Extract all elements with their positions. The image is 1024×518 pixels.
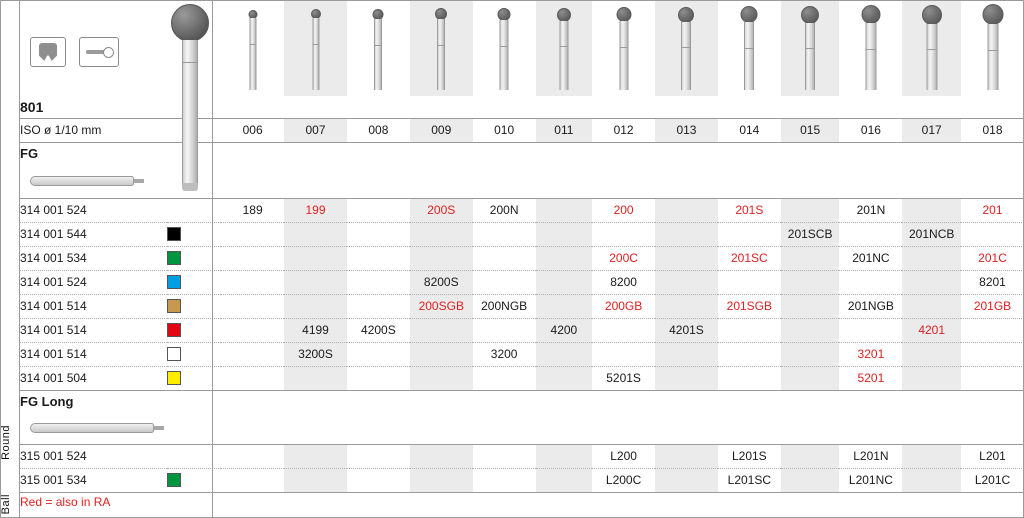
bur-illustration-018 bbox=[961, 0, 1024, 96]
cell-013: 4201S bbox=[655, 318, 718, 342]
fg-long-spacer bbox=[221, 390, 1024, 412]
color-swatch-cell bbox=[167, 222, 221, 246]
cell-008 bbox=[347, 366, 410, 390]
table-row bbox=[20, 246, 1024, 270]
iso-size-008: 008 bbox=[368, 123, 389, 137]
cell-014: L201SC bbox=[727, 473, 772, 487]
color-swatch bbox=[167, 299, 181, 313]
bur-illustration-012 bbox=[592, 0, 655, 96]
cell-015 bbox=[781, 198, 840, 222]
fg-long-glyph-row bbox=[20, 412, 1024, 444]
cell-011 bbox=[536, 198, 593, 222]
cell-008 bbox=[347, 270, 410, 294]
legend-note: Red = also in RA bbox=[20, 495, 111, 510]
cell-013 bbox=[655, 342, 718, 366]
cell-018 bbox=[961, 342, 1024, 366]
cell-012 bbox=[592, 342, 655, 366]
table-row bbox=[20, 270, 1024, 294]
cell-013 bbox=[655, 444, 718, 468]
cell-016: 201NGB bbox=[847, 299, 894, 313]
cell-012: 200C bbox=[609, 251, 638, 265]
cell-014 bbox=[718, 366, 781, 390]
cell-014 bbox=[718, 318, 781, 342]
cell-006 bbox=[221, 270, 284, 294]
cell-007 bbox=[284, 222, 347, 246]
fg-long-glyph-spacer bbox=[221, 412, 1024, 444]
cell-015 bbox=[781, 342, 840, 366]
bur-illustration-017 bbox=[902, 0, 961, 96]
cell-013 bbox=[655, 366, 718, 390]
cell-011 bbox=[536, 294, 593, 318]
fg-glyph-spacer bbox=[221, 164, 1024, 198]
cell-008 bbox=[347, 444, 410, 468]
column-divider bbox=[212, 0, 213, 518]
bur-illustration-015 bbox=[781, 0, 840, 96]
cell-015 bbox=[781, 444, 840, 468]
fg-long-handpiece-icon bbox=[30, 417, 160, 439]
cell-016: 5201 bbox=[857, 371, 885, 385]
cell-015 bbox=[781, 294, 840, 318]
cell-008 bbox=[347, 294, 410, 318]
iso-size-016: 016 bbox=[860, 123, 881, 137]
table-row bbox=[20, 342, 1024, 366]
cell-010 bbox=[473, 366, 536, 390]
cell-007 bbox=[284, 270, 347, 294]
fg-row-spacer bbox=[221, 142, 1024, 164]
cell-007: 4199 bbox=[284, 318, 347, 342]
cell-009: 8200S bbox=[410, 270, 473, 294]
color-swatch-cell bbox=[167, 246, 221, 270]
color-swatch bbox=[167, 323, 181, 337]
cell-014: 201SGB bbox=[726, 299, 773, 313]
ra-handpiece-glyph-cell bbox=[20, 512, 221, 518]
ref-number: 314 001 504 bbox=[20, 371, 87, 385]
ref-number: 314 001 514 bbox=[20, 347, 87, 361]
left-spine bbox=[0, 0, 20, 518]
ref-number: 314 001 524 bbox=[20, 203, 87, 217]
cell-007: 3200S bbox=[284, 342, 347, 366]
cell-007 bbox=[284, 468, 347, 492]
cell-010 bbox=[473, 246, 536, 270]
cell-018: 201C bbox=[978, 251, 1007, 265]
cell-011 bbox=[536, 444, 593, 468]
bur-speed-icon bbox=[79, 37, 119, 67]
color-swatch-cell bbox=[167, 444, 221, 468]
color-swatch bbox=[167, 275, 181, 289]
cell-017 bbox=[902, 444, 961, 468]
bur-illustration-009 bbox=[410, 0, 473, 96]
iso-size-013: 013 bbox=[655, 118, 718, 142]
ref-number: 315 001 524 bbox=[20, 449, 87, 463]
cell-018 bbox=[961, 318, 1024, 342]
cell-016 bbox=[839, 222, 902, 246]
color-swatch-cell bbox=[167, 318, 221, 342]
cell-016 bbox=[839, 270, 902, 294]
cell-014: 201S bbox=[735, 203, 764, 217]
tooth-icon bbox=[30, 37, 66, 67]
cell-011 bbox=[536, 246, 593, 270]
fg-label: FG bbox=[20, 145, 39, 161]
bur-illustration-007 bbox=[284, 0, 347, 96]
legend-glyph-row bbox=[20, 512, 1024, 518]
iso-size-011: 011 bbox=[536, 118, 593, 142]
cell-006 bbox=[221, 342, 284, 366]
color-swatch-cell bbox=[167, 342, 221, 366]
cell-018: L201C bbox=[974, 473, 1011, 487]
cell-010: 3200 bbox=[490, 347, 518, 361]
table-row bbox=[20, 468, 1024, 492]
fg-handpiece-icon bbox=[30, 170, 140, 192]
bur-illustration-013 bbox=[655, 0, 718, 96]
cell-018: 201 bbox=[982, 203, 1003, 217]
cell-013 bbox=[655, 294, 718, 318]
cell-018: L201 bbox=[979, 449, 1006, 463]
color-swatch bbox=[167, 227, 181, 241]
cell-014 bbox=[718, 342, 781, 366]
iso-label: ISO ø 1/10 mm bbox=[20, 123, 102, 137]
ref-number: 315 001 534 bbox=[20, 473, 87, 487]
iso-size-014: 014 bbox=[739, 123, 760, 137]
cell-016: 3201 bbox=[857, 347, 885, 361]
fg-long-handpiece-glyph-cell bbox=[20, 412, 221, 444]
cell-012 bbox=[592, 222, 655, 246]
code-row-spacer bbox=[221, 96, 1024, 118]
color-swatch bbox=[167, 251, 181, 265]
cell-015 bbox=[781, 246, 840, 270]
cell-012 bbox=[592, 318, 655, 342]
cell-011 bbox=[536, 342, 593, 366]
bur-illustration-010 bbox=[473, 0, 536, 96]
cell-009 bbox=[410, 366, 473, 390]
cell-013 bbox=[655, 270, 718, 294]
iso-size-007: 007 bbox=[284, 118, 347, 142]
cell-010 bbox=[473, 444, 536, 468]
cell-007 bbox=[284, 366, 347, 390]
bur-illustration-014 bbox=[718, 0, 781, 96]
cell-014: 201SC bbox=[730, 251, 768, 265]
cell-011 bbox=[536, 468, 593, 492]
color-swatch-cell bbox=[167, 468, 221, 492]
cell-006 bbox=[221, 366, 284, 390]
cell-016: L201N bbox=[853, 449, 889, 463]
color-swatch bbox=[167, 347, 181, 361]
cell-012: 200GB bbox=[604, 299, 643, 313]
cell-009: 200SGB bbox=[410, 294, 473, 318]
bur-illustration-006 bbox=[221, 0, 284, 96]
cell-017: 201NCB bbox=[902, 222, 961, 246]
cell-010: 200NGB bbox=[481, 299, 528, 313]
cell-007 bbox=[284, 294, 347, 318]
color-swatch-cell bbox=[167, 270, 221, 294]
ref-number: 314 001 514 bbox=[20, 323, 87, 337]
cell-007 bbox=[284, 246, 347, 270]
cell-013 bbox=[655, 246, 718, 270]
cell-006 bbox=[221, 294, 284, 318]
cell-013 bbox=[655, 198, 718, 222]
cell-017 bbox=[902, 270, 961, 294]
cell-012: L200 bbox=[610, 449, 637, 463]
cell-015 bbox=[781, 366, 840, 390]
cell-017 bbox=[902, 468, 961, 492]
cell-012: 5201S bbox=[606, 371, 641, 385]
cell-011 bbox=[536, 222, 593, 246]
cell-017 bbox=[902, 294, 961, 318]
color-swatch bbox=[167, 473, 181, 487]
ref-number: 314 001 524 bbox=[20, 275, 87, 289]
legend-glyph-spacer bbox=[221, 512, 1024, 518]
bur-illustration-008 bbox=[347, 0, 410, 96]
iso-size-017: 017 bbox=[902, 118, 961, 142]
bur-illustration-011 bbox=[536, 0, 593, 96]
cell-013 bbox=[655, 468, 718, 492]
cell-012: 200 bbox=[613, 203, 634, 217]
cell-017: 4201 bbox=[902, 318, 961, 342]
iso-size-009: 009 bbox=[410, 118, 473, 142]
cell-006 bbox=[221, 468, 284, 492]
cell-017 bbox=[902, 198, 961, 222]
cell-008 bbox=[347, 468, 410, 492]
cell-018 bbox=[961, 222, 1024, 246]
cell-007: 199 bbox=[284, 198, 347, 222]
cell-017 bbox=[902, 366, 961, 390]
cell-010 bbox=[473, 270, 536, 294]
cell-015 bbox=[781, 270, 840, 294]
cell-010 bbox=[473, 222, 536, 246]
table-row bbox=[20, 198, 1024, 222]
cell-018: 201GB bbox=[973, 299, 1012, 313]
cell-014 bbox=[718, 222, 781, 246]
table-row bbox=[20, 366, 1024, 390]
cell-014 bbox=[718, 270, 781, 294]
cell-014: L201S bbox=[731, 449, 767, 463]
cell-009 bbox=[410, 342, 473, 366]
cell-009 bbox=[410, 246, 473, 270]
cell-010 bbox=[473, 318, 536, 342]
iso-size-006: 006 bbox=[242, 123, 263, 137]
cell-015 bbox=[781, 468, 840, 492]
cell-012: L200C bbox=[605, 473, 642, 487]
cell-006 bbox=[221, 246, 284, 270]
table-row bbox=[20, 444, 1024, 468]
iso-size-010: 010 bbox=[494, 123, 515, 137]
ref-number: 314 001 544 bbox=[20, 227, 87, 241]
cell-006 bbox=[221, 318, 284, 342]
cell-015: 201SCB bbox=[781, 222, 840, 246]
color-swatch-cell bbox=[167, 198, 221, 222]
cell-009 bbox=[410, 444, 473, 468]
iso-size-018: 018 bbox=[982, 123, 1003, 137]
cell-018: 8201 bbox=[979, 275, 1006, 289]
cell-008 bbox=[347, 222, 410, 246]
table-row bbox=[20, 318, 1024, 342]
cell-009 bbox=[410, 318, 473, 342]
fg-long-section-row bbox=[20, 390, 1024, 412]
preview-bur-illustration bbox=[160, 0, 220, 190]
cell-008: 4200S bbox=[361, 323, 396, 337]
color-swatch bbox=[167, 371, 181, 385]
cell-008 bbox=[347, 198, 410, 222]
cell-011 bbox=[536, 366, 593, 390]
cell-010: 200N bbox=[489, 203, 519, 217]
cell-017 bbox=[902, 342, 961, 366]
table-row bbox=[20, 294, 1024, 318]
cell-013 bbox=[655, 222, 718, 246]
cell-006 bbox=[221, 222, 284, 246]
bur-illustration-016 bbox=[839, 0, 902, 96]
cell-008 bbox=[347, 246, 410, 270]
cell-009: 200S bbox=[410, 198, 473, 222]
cell-018 bbox=[961, 366, 1024, 390]
cell-008 bbox=[347, 342, 410, 366]
ref-number: 314 001 534 bbox=[20, 251, 87, 265]
cell-016 bbox=[839, 318, 902, 342]
spine-label-ball: Ball bbox=[0, 493, 12, 514]
iso-size-015: 015 bbox=[781, 118, 840, 142]
cell-011: 4200 bbox=[536, 318, 593, 342]
cell-009 bbox=[410, 468, 473, 492]
color-swatch-cell bbox=[167, 366, 221, 390]
cell-016: 201N bbox=[856, 203, 886, 217]
cell-006 bbox=[221, 444, 284, 468]
cell-017 bbox=[902, 246, 961, 270]
cell-006: 189 bbox=[242, 203, 263, 217]
product-code: 801 bbox=[20, 98, 44, 115]
cell-012: 8200 bbox=[610, 275, 637, 289]
cell-016: L201NC bbox=[848, 473, 893, 487]
legend-row bbox=[20, 492, 1024, 512]
cell-009 bbox=[410, 222, 473, 246]
ref-number: 314 001 514 bbox=[20, 299, 87, 313]
fg-long-label: FG Long bbox=[20, 393, 74, 409]
iso-size-012: 012 bbox=[613, 123, 634, 137]
cell-011 bbox=[536, 270, 593, 294]
spine-label-round: Round bbox=[0, 425, 12, 460]
cell-010 bbox=[473, 468, 536, 492]
cell-007 bbox=[284, 444, 347, 468]
cell-015 bbox=[781, 318, 840, 342]
cell-016: 201NC bbox=[852, 251, 890, 265]
table-row bbox=[20, 222, 1024, 246]
color-swatch-cell bbox=[167, 294, 221, 318]
legend-spacer bbox=[221, 492, 1024, 512]
